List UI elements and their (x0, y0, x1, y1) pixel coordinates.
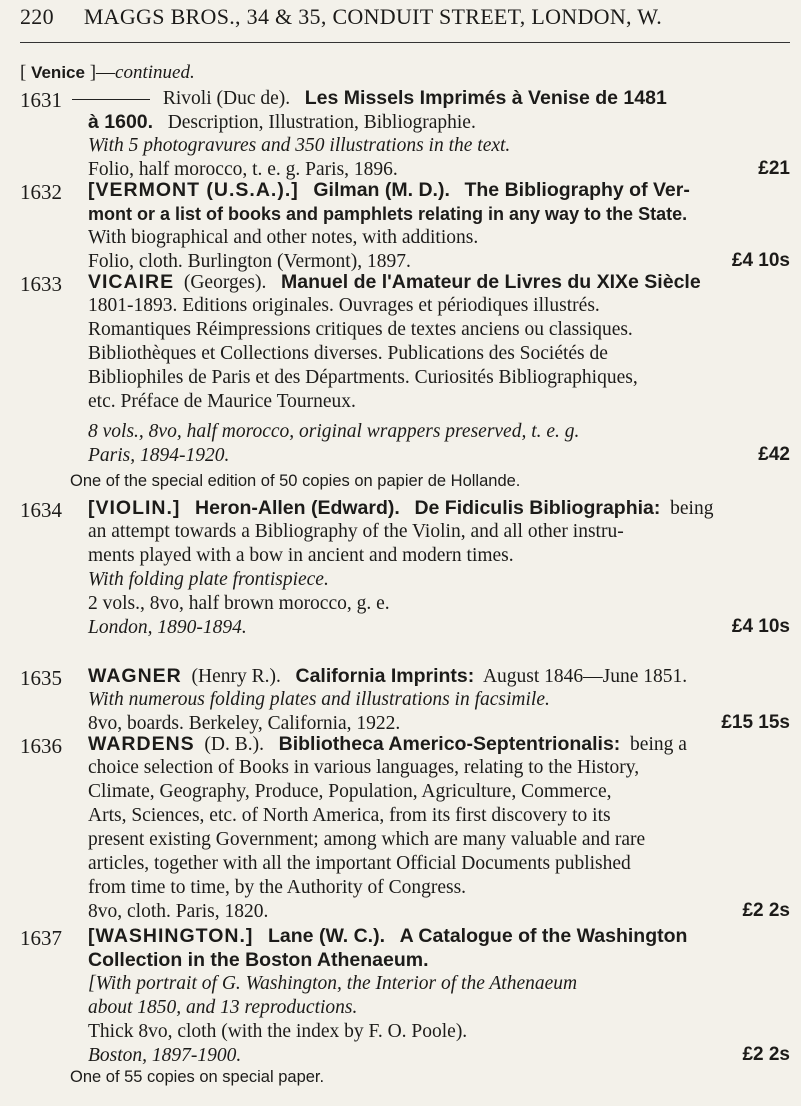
entry-heading: WAGNER (88, 665, 182, 687)
entry-number: 1632 (20, 180, 62, 204)
entry-first-line (88, 496, 788, 521)
entry-line: [With portrait of G. Washington, the Interior of the Athenaeum (88, 973, 578, 994)
entry-price: £4 10s (731, 250, 790, 271)
entry-title: California Imprints: (295, 665, 475, 687)
entry-author: Lane (W. C.). (268, 925, 386, 947)
entry-format: Folio, half morocco, t. e. g. Paris, 1896. (88, 159, 398, 180)
entry-note: One of 55 copies on special paper. (70, 1068, 325, 1086)
entry-details: With folding plate frontispiece. (88, 569, 329, 590)
entry-number: 1633 (20, 272, 62, 296)
entry-line: Romantiques Réimpressions critiques de textes anciens ou classiques. (88, 319, 633, 340)
entry-price: £2 2s (742, 1044, 790, 1065)
entry-line: 1801-1893. Editions originales. Ouvrages et périodiques illustrés. (88, 295, 600, 316)
entry-author: Heron-Allen (Edward). (195, 497, 400, 519)
entry-price: £42 (758, 444, 790, 465)
entry-line: about 1850, and 13 reproductions. (88, 997, 358, 1018)
page-number: 220 (20, 4, 54, 29)
entry-author: Gilman (M. D.). (313, 179, 450, 201)
entry-title-tail: being (670, 498, 714, 519)
entry-heading: [VERMONT (U.S.A.).] (88, 179, 299, 201)
entry-first-line (88, 178, 788, 203)
publisher-line: MAGGS BROS., 34 & 35, CONDUIT STREET, LONDON, W. (83, 4, 663, 29)
entry-format: Folio, cloth. Burlington (Vermont), 1897. (88, 251, 411, 272)
entry-first-line (88, 664, 788, 689)
entry-title-tail: August 1846—June 1851. (482, 666, 688, 687)
entry-first-line (68, 86, 768, 111)
entry-title: The Bibliography of Ver- (464, 179, 690, 201)
entry-heading: [VIOLIN.] (88, 497, 181, 519)
entry-title: Manuel de l'Amateur de Livres du XIXe Siècle (280, 271, 701, 293)
entry-line: etc. Préface de Maurice Tourneux. (88, 391, 356, 412)
entry-line: Bibliophiles de Paris et des Départments. Curiosités Bibliographiques, (88, 367, 638, 388)
ditto-dash (72, 99, 150, 100)
continued-heading: [ Venice ]—continued. (20, 62, 195, 83)
entry-number: 1637 (20, 926, 62, 950)
entry-author: (D. B.). (204, 734, 264, 755)
entry-format: 2 vols., 8vo, half brown morocco, g. e. (88, 593, 390, 614)
entry-title: A Catalogue of the Washington (399, 925, 688, 947)
entry-title-cont: mont or a list of books and pamphlets relating in any way to the State. (88, 204, 688, 224)
entry-title: Bibliotheca Americo-Septentrionalis: (278, 733, 621, 755)
entry-author: (Georges). (183, 272, 267, 293)
entry-first-line (88, 732, 788, 757)
continued-label: continued. (115, 62, 195, 83)
entry-format: 8vo, boards. Berkeley, California, 1922. (88, 713, 401, 734)
entry-format: Thick 8vo, cloth (with the index by F. O. Poole). (88, 1021, 468, 1042)
entry-heading: [WASHINGTON.] (88, 925, 254, 947)
entry-title-cont: à 1600. (88, 111, 154, 133)
entry-line: present existing Government; among which are many valuable and rare (88, 829, 646, 850)
entry-line: ments played with a bow in ancient and modern times. (88, 545, 514, 566)
entry-details: With numerous folding plates and illustrations in facsimile. (88, 689, 550, 710)
entry-title-cont: Collection in the Boston Athenaeum. (88, 949, 429, 971)
entry-title-tail: being a (630, 734, 687, 755)
entry-description: Description, Illustration, Bibliographie. (167, 112, 476, 133)
header-rule (20, 42, 790, 43)
entry-line: Climate, Geography, Produce, Population, Agriculture, Commerce, (88, 781, 612, 802)
entry-line: articles, together with all the important Official Documents published (88, 853, 631, 874)
entry-note: One of the special edition of 50 copies on papier de Hollande. (70, 472, 521, 490)
entry-details: With 5 photogravures and 350 illustrations in the text. (88, 135, 511, 156)
entry-price: £15 15s (721, 712, 790, 733)
entry-first-line (88, 924, 788, 949)
entry-heading: VICAIRE (88, 271, 175, 293)
entry-line: Bibliothèques et Collections diverses. Publications des Sociétés de (88, 343, 608, 364)
entry-place: Paris, 1894-1920. (88, 445, 230, 466)
entry-line: Arts, Sciences, etc. of North America, from its first discovery to its (88, 805, 611, 826)
entry-heading: WARDENS (88, 733, 195, 755)
entry-first-line (88, 270, 788, 295)
continued-subject: Venice (31, 63, 85, 82)
entry-line (88, 110, 788, 135)
entry-place: Boston, 1897-1900. (88, 1045, 242, 1066)
entry-price: £21 (758, 158, 790, 179)
entry-line: from time to time, by the Authority of Congress. (88, 877, 467, 898)
entry-format: 8vo, cloth. Paris, 1820. (88, 901, 269, 922)
entry-author: (Henry R.). (191, 666, 281, 687)
entry-format: 8 vols., 8vo, half morocco, original wrappers preserved, t. e. g. (88, 421, 580, 442)
entry-author: Rivoli (Duc de). (162, 88, 291, 109)
entry-place: London, 1890-1894. (88, 617, 247, 638)
entry-price: £4 10s (731, 616, 790, 637)
entry-number: 1634 (20, 498, 62, 522)
entry-title: Les Missels Imprimés à Venise de 1481 (304, 87, 667, 109)
entry-number: 1635 (20, 666, 62, 690)
entry-number: 1636 (20, 734, 62, 758)
page-header (20, 4, 790, 30)
entry-title: De Fidiculis Bibliographia: (414, 497, 661, 519)
entry-price: £2 2s (742, 900, 790, 921)
entry-description: With biographical and other notes, with additions. (88, 227, 479, 248)
entry-line: an attempt towards a Bibliography of the Violin, and all other instru- (88, 521, 624, 542)
entry-number: 1631 (20, 88, 62, 112)
entry-line: choice selection of Books in various languages, relating to the History, (88, 757, 640, 778)
